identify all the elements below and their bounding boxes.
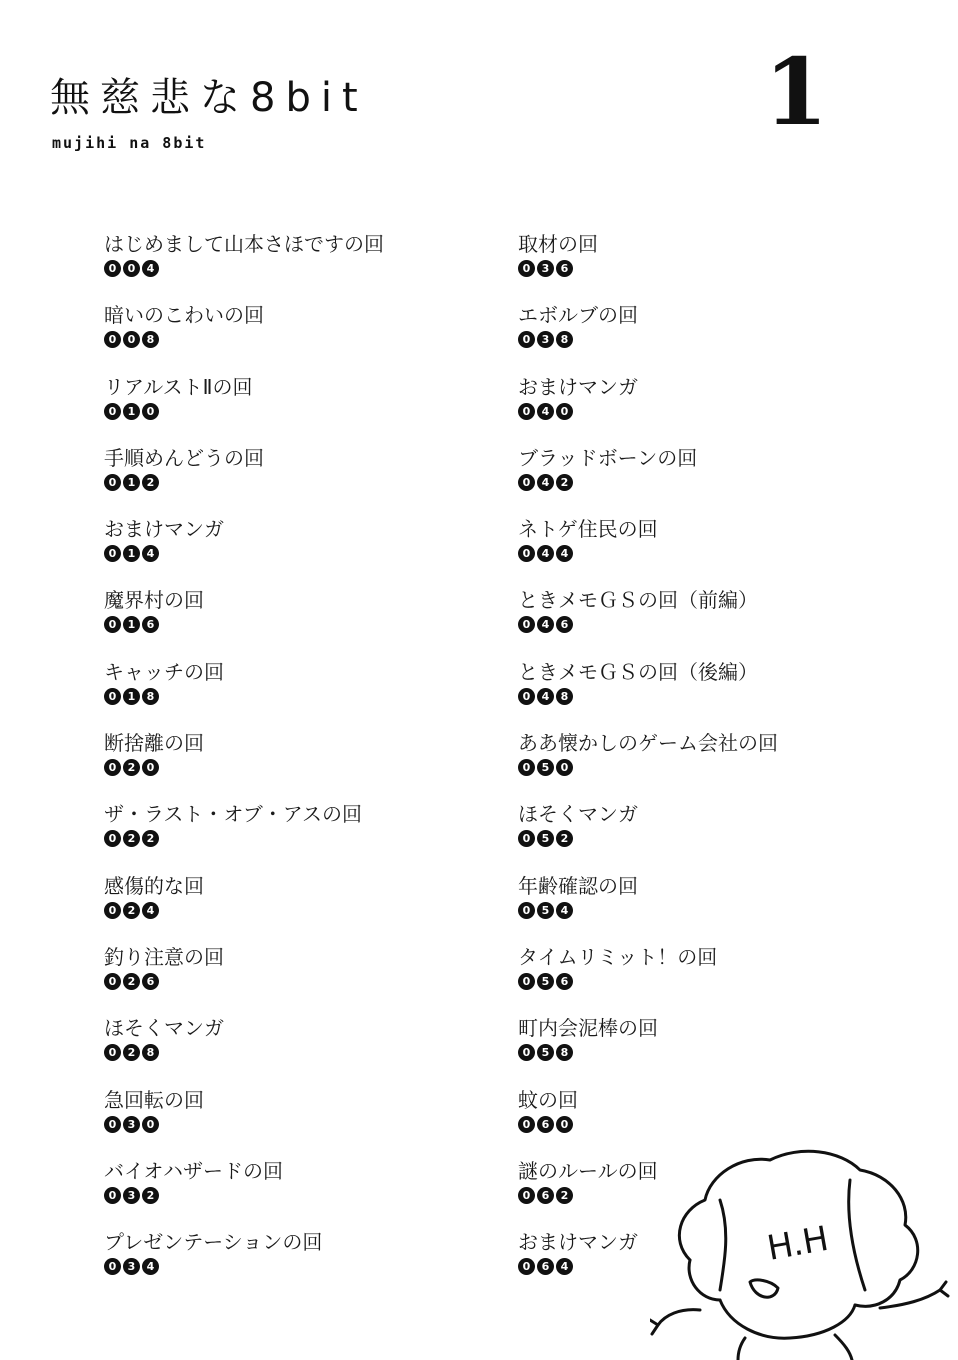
page-digit: 0 [518,1258,535,1275]
page-digit: 4 [142,545,159,562]
page-number [518,830,778,847]
page-digit: 0 [518,1116,535,1133]
page-number [104,1187,384,1204]
page-digit: 1 [123,545,140,562]
chapter-title: ほそくマンガ [104,1016,224,1041]
page-digit: 0 [104,1116,121,1133]
page-digit: 5 [537,973,554,990]
page-number [104,902,384,919]
page-number [104,331,384,348]
page-digit: 8 [142,1044,159,1061]
page-digit: 4 [537,474,554,491]
page-digit: 5 [537,759,554,776]
page-number [518,616,778,633]
chapter-title: はじめまして山本さほですの回 [104,232,384,256]
toc-entry [104,658,384,729]
toc-column-left [104,230,384,1299]
toc-entry [518,800,778,871]
page-digit: 6 [556,260,573,277]
page-digit: 6 [537,1116,554,1133]
page-digit: 5 [537,1044,554,1061]
page-digit: 0 [142,403,159,420]
page-digit: 0 [518,902,535,919]
page-digit: 4 [537,616,554,633]
page-number [104,973,384,990]
page-number [104,1044,384,1061]
page-digit: 4 [142,260,159,277]
page-digit: 4 [537,403,554,420]
page-digit: 4 [556,545,573,562]
page-number [518,688,778,705]
chapter-title: エボルブの回 [518,303,638,328]
page-number [518,1044,778,1061]
toc-entry [518,301,778,372]
chapter-title: おまけマンガ [518,1230,638,1255]
chapter-title: ブラッドボーンの回 [518,445,698,470]
page-digit: 4 [537,545,554,562]
page-number [518,331,778,348]
page-digit: 8 [142,331,159,348]
page-digit: 0 [556,1116,573,1133]
page-number [104,260,384,277]
page-digit: 6 [142,973,159,990]
page-digit: 3 [537,260,554,277]
toc-entry [518,444,778,515]
page-digit: 0 [518,331,535,348]
book-title: 無慈悲な8bit [50,75,368,121]
page-digit: 3 [537,331,554,348]
toc-entry [104,943,384,1014]
page-digit: 2 [123,973,140,990]
page-number [518,260,778,277]
page-number [518,902,778,919]
page-digit: 8 [142,688,159,705]
page-digit: 3 [123,1116,140,1133]
toc-entry [104,1086,384,1157]
page-digit: 0 [518,688,535,705]
toc-entry [104,729,384,800]
page-digit: 2 [142,1187,159,1204]
toc-entry [104,1157,384,1228]
page-digit: 0 [518,1044,535,1061]
chapter-title: 感傷的な回 [104,873,204,898]
toc-entry [104,230,384,301]
page-digit: 0 [104,1258,121,1275]
toc-entry [518,515,778,586]
page-number [104,830,384,847]
page-digit: 0 [104,403,121,420]
page-digit: 1 [123,403,140,420]
toc-entry [104,1228,384,1299]
toc-entry [518,658,778,729]
toc-entry [104,1014,384,1085]
page-digit: 1 [123,688,140,705]
page-number [518,403,778,420]
page-digit: 0 [104,902,121,919]
page-digit: 1 [123,474,140,491]
page-digit: 3 [123,1258,140,1275]
character-doodle-icon [650,1140,950,1360]
page-digit: 0 [556,759,573,776]
chapter-title: 町内会泥棒の回 [518,1016,658,1041]
page-digit: 2 [142,830,159,847]
chapter-title: おまけマンガ [518,374,638,399]
page-number [518,759,778,776]
page-digit: 0 [104,331,121,348]
page-digit: 0 [104,474,121,491]
chapter-title: リアルストⅡの回 [104,374,253,399]
page-digit: 8 [556,1044,573,1061]
page-digit: 0 [104,616,121,633]
page-digit: 6 [537,1187,554,1204]
chapter-title: ザ・ラスト・オブ・アスの回 [104,802,362,827]
page-digit: 0 [518,474,535,491]
page-digit: 0 [123,260,140,277]
toc-entry [518,729,778,800]
toc-entry [104,373,384,444]
page-digit: 0 [123,331,140,348]
page-digit: 4 [556,1258,573,1275]
page-digit: 0 [518,616,535,633]
chapter-title: 断捨離の回 [104,731,204,756]
page-digit: 4 [142,902,159,919]
chapter-title: 蚊の回 [518,1087,578,1112]
page-digit: 2 [123,759,140,776]
page-digit: 5 [537,830,554,847]
toc-entry [104,586,384,657]
page-digit: 4 [556,902,573,919]
toc-entry [518,373,778,444]
toc-entry [518,943,778,1014]
page-digit: 0 [556,403,573,420]
page-digit: 0 [104,759,121,776]
chapter-title: ほそくマンガ [518,802,638,827]
toc-entry [518,872,778,943]
page-digit: 8 [556,331,573,348]
page-number [104,403,384,420]
doodle-label: H.H [764,1218,832,1269]
page-digit: 0 [518,260,535,277]
chapter-title: 魔界村の回 [104,588,204,613]
page-number [518,545,778,562]
page-digit: 0 [518,403,535,420]
page-number [518,1116,778,1133]
page-digit: 0 [104,1044,121,1061]
chapter-title: キャッチの回 [104,659,224,684]
toc-entry [104,301,384,372]
chapter-title: タイムリミット！の回 [518,944,718,969]
page-digit: 2 [556,830,573,847]
page-digit: 6 [556,616,573,633]
page-digit: 0 [104,260,121,277]
page-number [104,1116,384,1133]
chapter-title: 暗いのこわいの回 [104,303,264,328]
page-digit: 2 [556,474,573,491]
page-digit: 4 [537,688,554,705]
page-digit: 6 [556,973,573,990]
page-digit: 6 [537,1258,554,1275]
toc-entry [104,800,384,871]
page-number [104,759,384,776]
page-digit: 2 [123,902,140,919]
page-number [104,545,384,562]
page-digit: 2 [123,830,140,847]
page-number [518,973,778,990]
chapter-title: 年齢確認の回 [518,873,638,898]
page-digit: 0 [104,973,121,990]
chapter-title: 急回転の回 [104,1087,204,1112]
chapter-title: 取材の回 [518,232,598,256]
page-digit: 1 [123,616,140,633]
page-digit: 2 [142,474,159,491]
page-digit: 3 [123,1187,140,1204]
page-digit: 0 [518,759,535,776]
chapter-title: ときメモＧＳの回（後編） [518,659,758,684]
toc-entry [104,515,384,586]
page-number [104,688,384,705]
book-title-romaji: mujihi na 8bit [52,134,207,152]
page-digit: 0 [518,830,535,847]
volume-number: 1 [764,38,829,146]
page-digit: 4 [142,1258,159,1275]
chapter-title: 釣り注意の回 [104,944,224,969]
page-digit: 0 [104,545,121,562]
chapter-title: ネトゲ住民の回 [518,517,658,542]
toc-entry [518,230,778,301]
page-digit: 0 [518,973,535,990]
chapter-title: ときメモＧＳの回（前編） [518,588,758,613]
page-digit: 2 [556,1187,573,1204]
page-number [104,474,384,491]
page-digit: 0 [518,1187,535,1204]
chapter-title: プレゼンテーションの回 [104,1230,323,1255]
page-digit: 0 [104,1187,121,1204]
chapter-title: バイオハザードの回 [104,1158,283,1183]
page-number [104,616,384,633]
page-digit: 2 [123,1044,140,1061]
toc-entry [518,586,778,657]
page-digit: 5 [537,902,554,919]
page-number [518,474,778,491]
page-digit: 0 [104,830,121,847]
page-digit: 0 [142,1116,159,1133]
page-number [104,1258,384,1275]
chapter-title: ああ懐かしのゲーム会社の回 [518,731,778,756]
toc-entry [104,872,384,943]
page-digit: 8 [556,688,573,705]
chapter-title: 謎のルールの回 [518,1158,658,1183]
toc-entry [104,444,384,515]
page-digit: 0 [142,759,159,776]
chapter-title: おまけマンガ [104,517,224,542]
page-digit: 0 [518,545,535,562]
toc-entry [518,1014,778,1085]
page-digit: 6 [142,616,159,633]
chapter-title: 手順めんどうの回 [104,445,264,470]
page-digit: 0 [104,688,121,705]
